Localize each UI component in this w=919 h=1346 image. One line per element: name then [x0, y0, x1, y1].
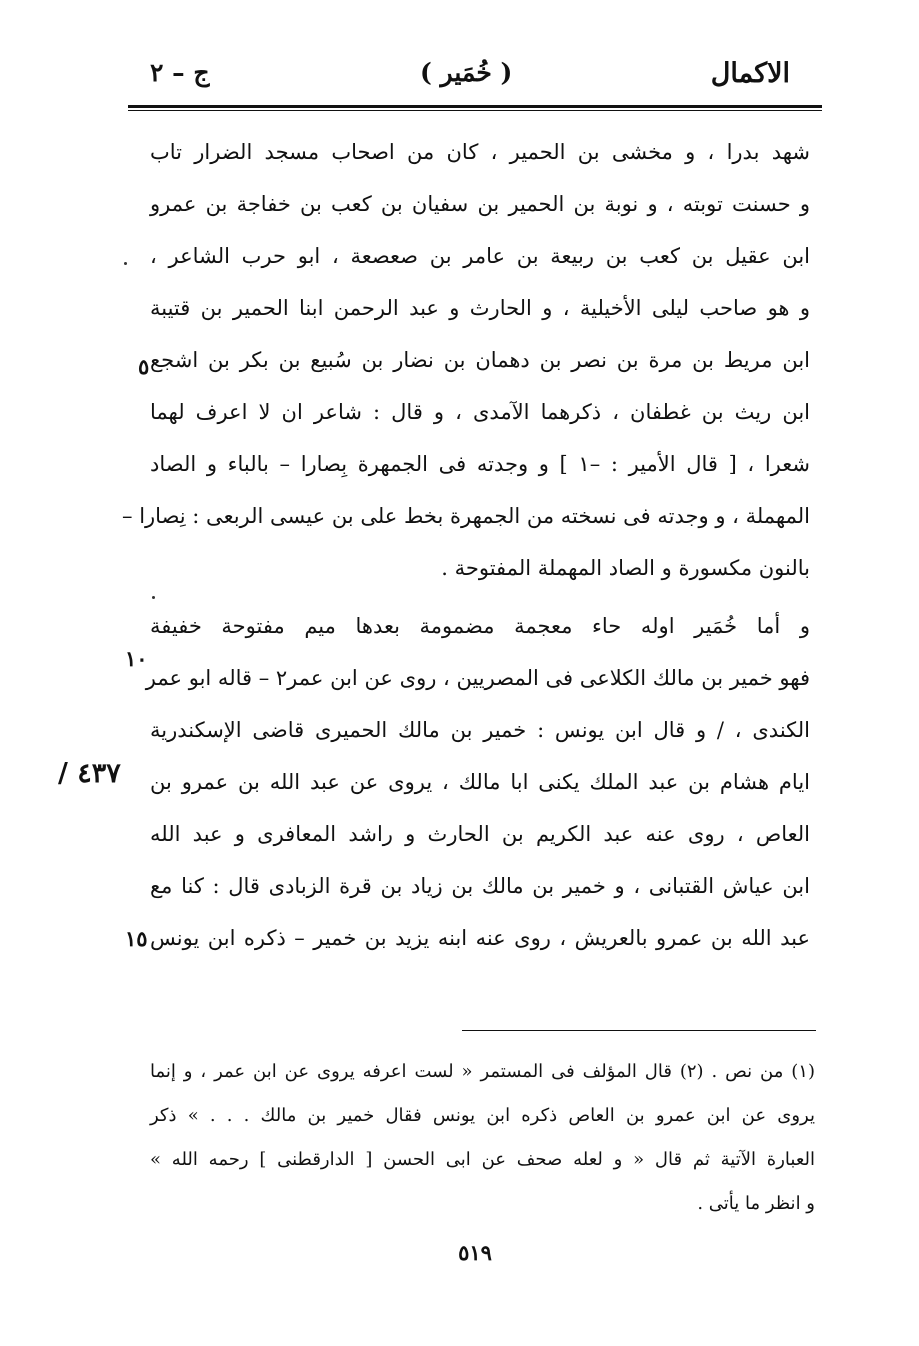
text-line: فهو خمير بن مالك الكلاعى فى المصريين ، روى عن ابن عمر٢ – قاله ابو عمر: [145, 666, 810, 690]
line-number-15: ١٥: [125, 926, 148, 951]
ink-speck: [124, 262, 127, 265]
page-header: [150, 58, 790, 98]
text-line: المهملة ، و وجدته فى نسخته من الجمهرة بخط على بن عيسى الربعى : نِصارا –: [122, 504, 810, 528]
text-line: ابن مريط بن مرة بن نصر بن دهمان بن نضار بن سُبيع بن بكر بن اشجع: [150, 348, 810, 372]
entry-heading: ( خُمَير ): [420, 58, 513, 87]
footnotes: [150, 1050, 815, 1226]
ink-speck: [152, 596, 155, 599]
text-line: ابن ريث بن غطفان ، ذكرهما الآمدى ، و قال : شاعر ان لا اعرف لهما: [150, 400, 810, 424]
text-line: و حسنت توبته ، و نوبة بن الحمير بن سفيان بن كعب بن خفاجة بن عمرو: [150, 192, 810, 216]
text-line: شهد بدرا ، و مخشى بن الحمير ، كان من اصحاب مسجد الضرار تاب: [150, 140, 810, 164]
book-title: الاكمال: [710, 58, 790, 89]
text-line: و هو صاحب ليلى الأخيلية ، و الحارث و عبد الرحمن ابنا الحمير بن قتيبة: [150, 296, 810, 320]
text-line: ابن عياش القتبانى ، و خمير بن مالك بن زياد بن قرة الزبادى قال : كنا مع: [150, 874, 810, 898]
footnote-line: العبارة الآتية ثم قال « و لعله صحف عن ابى الحسن [ الدارقطنى ] رحمه الله »: [150, 1149, 815, 1170]
text-line: و أما خُمَير اوله حاء معجمة مضمومة بعدها ميم مفتوحة خفيفة: [150, 614, 810, 638]
footnote-line: يروى عن ابن عمرو بن العاص ذكره ابن يونس فقال خمير بن مالك . . . » ذكر: [150, 1105, 815, 1126]
line-number-5: ٥: [138, 354, 150, 379]
text-line: الكندى ، / و قال ابن يونس : خمير بن مالك الحميرى قاضى الإسكندرية: [150, 718, 810, 742]
volume-label: ج – ٢: [150, 58, 210, 87]
footnote-line: و انظر ما يأتى .: [697, 1193, 815, 1214]
text-line: شعرا ، [ قال الأمير : –١ ] و وجدته فى الجمهرة بِصارا – بالباء و الصاد: [150, 452, 810, 476]
text-line: ابن عقيل بن كعب بن ربيعة بن عامر بن صعصعة ، ابو حرب الشاعر ،: [150, 244, 810, 268]
margin-manuscript-reference: ٤٣٧ /: [58, 758, 121, 789]
line-number-10: ١٠: [125, 646, 148, 671]
text-line: بالنون مكسورة و الصاد المهملة المفتوحة .: [441, 556, 810, 580]
header-rule: [128, 105, 822, 111]
text-line: عبد الله بن عمرو بالعريش ، روى عنه ابنه يزيد بن خمير – ذكره ابن يونس: [150, 926, 810, 950]
footnote-rule: [462, 1030, 816, 1031]
text-line: العاص ، روى عنه عبد الكريم بن الحارث و راشد المعافرى و عبد الله: [150, 822, 810, 846]
footnote-line: (١) من نص . (٢) قال المؤلف فى المستمر « لست اعرفه يروى عن ابن عمر ، و إنما: [150, 1061, 815, 1082]
text-line: ايام هشام بن عبد الملك يكنى ابا مالك ، يروى عن عبد الله بن عمرو بن: [150, 770, 810, 794]
page-number: ٥١٩: [458, 1240, 492, 1265]
